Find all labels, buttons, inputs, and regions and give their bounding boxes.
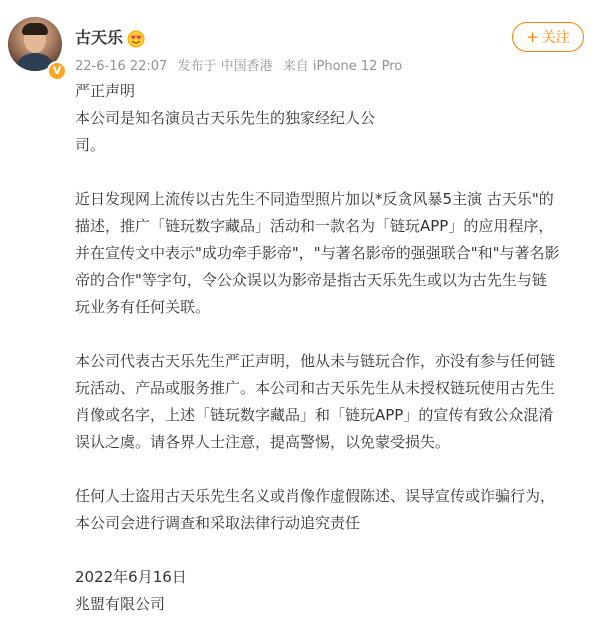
post-content — [75, 78, 585, 618]
post-paragraph-2: 近日发现网上流传以古先生不同造型照片加以*反贪风暴5主演 古天乐"的 描述，推广「链玩数字藏品」活动和一款名为「链玩APP」的应用程序， 并在宣传文中表示"成功牵手影帝"，"与著名影帝的强强联合"和"与著名影 帝的合作"等字句，令公众误以为影帝是指古天乐先生或以为古先生与链 玩业务有任何关联。 — [75, 190, 560, 316]
plus-icon: + — [526, 28, 539, 46]
user-name[interactable]: 古天乐 — [75, 28, 124, 47]
post-company: 兆盟有限公司 — [75, 595, 166, 613]
post-paragraph-4: 任何人士盗用古天乐先生名义或肖像作虚假陈述、误导宣传或诈骗行为， 本公司会进行调查和采取法律行动追究责任 — [75, 487, 556, 532]
paragraph-gap — [75, 159, 585, 186]
post-time[interactable]: 22-6-16 22:07 — [75, 59, 168, 74]
avatar-hair — [22, 23, 48, 35]
heart-eyes-icon — [127, 30, 145, 48]
post-paragraph-1: 本公司是知名演员古天乐先生的独家经纪人公 司。 — [75, 109, 376, 154]
follow-label: 关注 — [541, 30, 570, 46]
verified-badge-icon: V — [47, 61, 67, 81]
post-paragraph-3: 本公司代表古天乐先生严正声明，他从未与链玩合作，亦没有参与任何链 玩活动、产品或服务推广。本公司和古天乐先生从未授权链玩使用古先生 肖像或名字，上述「链玩数字藏品」和「链玩APP」的宣传有致公众混淆 误认之虞。请各界人士注意，提高警惕，以免蒙受损失。 — [75, 352, 556, 451]
paragraph-gap — [75, 456, 585, 483]
post-source: 来自 iPhone 12 Pro — [282, 59, 403, 74]
post-meta — [75, 58, 408, 76]
paragraph-gap — [75, 321, 585, 348]
post-date: 2022年6月16日 — [75, 568, 187, 586]
follow-button[interactable] — [512, 22, 584, 52]
post-location: 发布于 中国香港 — [177, 59, 273, 74]
post-title: 严正声明 — [75, 82, 136, 100]
paragraph-gap — [75, 537, 585, 564]
